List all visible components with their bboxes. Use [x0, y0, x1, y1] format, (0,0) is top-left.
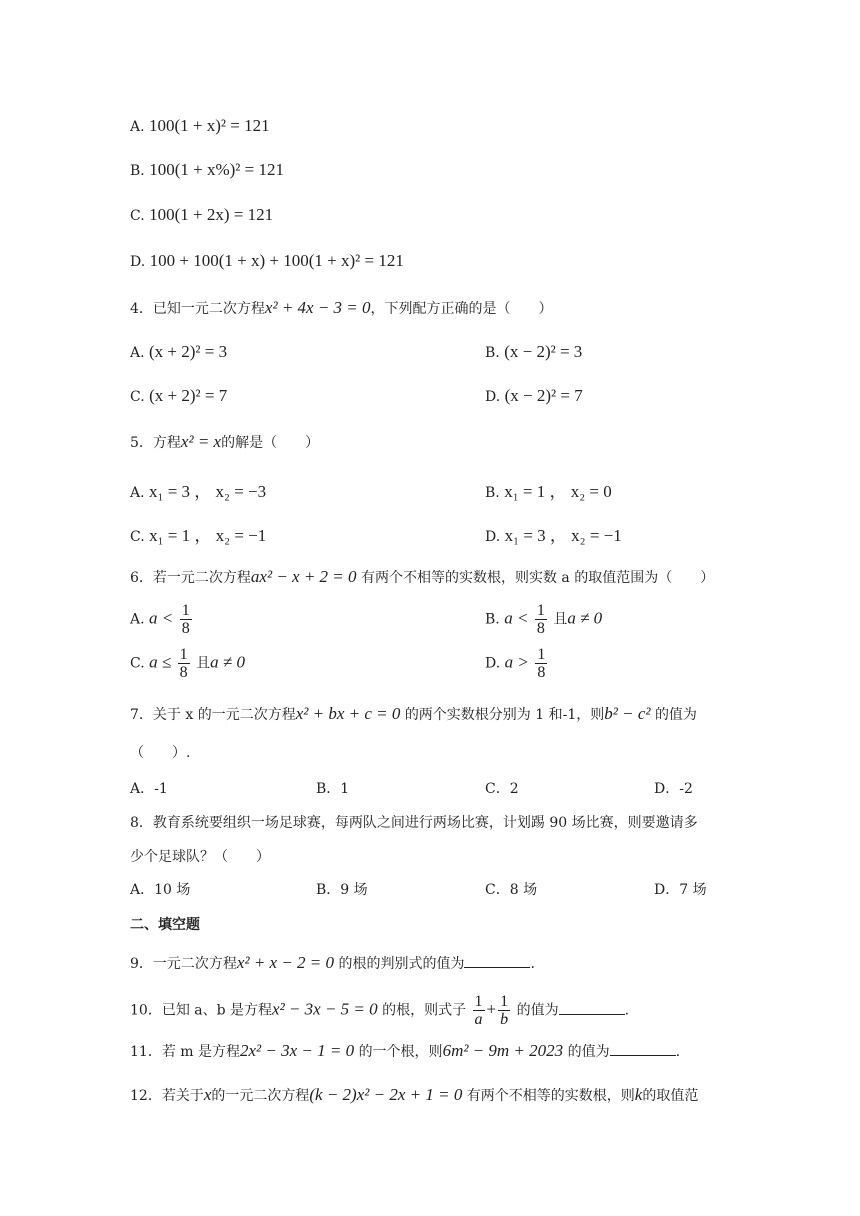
- question-text: 6．若一元二次方程: [130, 570, 251, 586]
- option-math: a ≠ 0: [567, 608, 603, 628]
- question-text: 的取值范: [642, 1088, 699, 1104]
- option-text: B．9 场: [316, 882, 368, 898]
- question-12: [130, 1085, 698, 1105]
- option-math: 100 + 100(1 + x) + 100(1 + x)² = 121: [149, 251, 404, 270]
- question-text: 的一元二次方程: [211, 1088, 310, 1104]
- question-text: 9．一元二次方程: [130, 956, 237, 972]
- q5-option-a: [130, 477, 266, 502]
- option-label: D.: [485, 655, 501, 672]
- denominator: b: [500, 1011, 509, 1028]
- option-label: B.: [485, 485, 500, 501]
- option-math: x₁ = 1 ， x₂ = 0: [504, 482, 612, 501]
- option-math: x₁ = 1 ， x₂ = −1: [149, 526, 267, 545]
- q4-option-a: [130, 342, 227, 362]
- numerator: 1: [500, 993, 509, 1010]
- question-7: [130, 704, 697, 724]
- option-label: A.: [130, 485, 145, 501]
- question-text: 的根的判别式的值为: [338, 956, 465, 972]
- q7-option-d: [654, 778, 693, 798]
- question-text: 10．已知 a、b 是方程: [130, 1002, 273, 1019]
- denominator: a: [474, 1011, 483, 1028]
- question-text: 11．若 m 是方程: [130, 1044, 240, 1060]
- question-text: 的一个根，则: [358, 1044, 443, 1060]
- option-label: D.: [130, 254, 146, 270]
- question-7-line2: [130, 742, 190, 762]
- option-label: A.: [130, 119, 145, 135]
- question-10: [130, 993, 629, 1028]
- option-text: D．7 场: [654, 882, 707, 898]
- fraction: [180, 602, 192, 637]
- q3-option-a: [130, 116, 270, 136]
- numerator: 1: [179, 646, 188, 663]
- question-text: 的值为: [654, 707, 697, 723]
- question-8: [130, 812, 698, 832]
- fraction: [535, 646, 547, 681]
- question-6: [130, 567, 714, 587]
- option-text: 且: [553, 611, 568, 628]
- numerator: 1: [537, 646, 546, 663]
- option-math: x₁ = 3 ， x₂ = −1: [504, 526, 622, 545]
- equation: 2x² − 3x − 1 = 0: [240, 1041, 355, 1060]
- question-5: [130, 432, 319, 452]
- question-text: .: [675, 1044, 681, 1060]
- option-label: A.: [130, 611, 145, 628]
- option-math: 100(1 + x)² = 121: [149, 116, 270, 135]
- fraction: [473, 993, 485, 1028]
- option-label: D.: [485, 389, 501, 405]
- question-text: 5．方程: [130, 435, 181, 451]
- equation: ax² − x + 2 = 0: [250, 567, 357, 586]
- option-label: C.: [130, 389, 145, 405]
- denominator: 8: [537, 664, 546, 681]
- numerator: 1: [474, 993, 483, 1010]
- q7-option-c: [485, 778, 519, 798]
- question-text: 12．若关于: [130, 1088, 204, 1104]
- option-math: a >: [504, 652, 529, 672]
- equation: x² − 3x − 5 = 0: [272, 999, 378, 1019]
- q8-option-c: [485, 879, 537, 899]
- option-label: B.: [485, 345, 500, 361]
- equation: 6m² − 9m + 2023: [442, 1041, 564, 1060]
- question-text: 的根，则式子: [382, 1002, 467, 1019]
- equation: x² + x − 2 = 0: [236, 953, 335, 972]
- option-math: (x − 2)² = 7: [504, 386, 583, 405]
- option-label: C.: [130, 208, 145, 224]
- q3-option-b: [130, 160, 284, 180]
- question-text: 7．关于 x 的一元二次方程: [130, 707, 296, 723]
- q6-option-d: [485, 646, 549, 681]
- q4-option-b: [485, 342, 582, 362]
- option-math: a ≠ 0: [210, 652, 245, 672]
- q6-option-c: [130, 646, 245, 681]
- q5-option-c: [130, 521, 266, 546]
- option-math: a ≤: [149, 652, 172, 672]
- q3-option-c: [130, 205, 273, 225]
- section-heading: [130, 914, 200, 934]
- q4-option-c: [130, 386, 227, 406]
- option-math: (x + 2)² = 3: [149, 342, 228, 361]
- question-text: 的值为: [567, 1044, 610, 1060]
- q7-option-b: [316, 778, 349, 798]
- option-text: A．-1: [130, 781, 168, 797]
- question-text: 的值为: [516, 1002, 559, 1019]
- q6-option-a: [130, 602, 194, 637]
- answer-blank[interactable]: [610, 1041, 676, 1056]
- option-label: A.: [130, 345, 145, 361]
- q5-option-d: [485, 521, 622, 546]
- question-11: [130, 1041, 680, 1061]
- question-9: [130, 953, 535, 973]
- variable: x: [203, 1085, 212, 1104]
- fraction: [535, 602, 547, 637]
- question-text: 4．已知一元二次方程: [130, 301, 265, 317]
- question-4: [130, 298, 553, 318]
- q6-option-b: [485, 602, 602, 637]
- option-text: C．8 场: [485, 882, 538, 898]
- answer-blank[interactable]: [464, 953, 530, 968]
- equation: x² + bx + c = 0: [295, 704, 401, 723]
- option-math: (x + 2)² = 7: [149, 386, 228, 405]
- equation: x² = x: [180, 432, 222, 451]
- numerator: 1: [181, 602, 190, 619]
- q8-option-d: [654, 879, 707, 899]
- option-label: C.: [130, 655, 145, 672]
- question-text: 的解是（ ）: [221, 435, 320, 451]
- option-text: D．-2: [654, 781, 693, 797]
- q7-option-a: [130, 778, 168, 798]
- option-text: B．1: [316, 781, 350, 797]
- equation: x² + 4x − 3 = 0: [264, 298, 371, 317]
- question-text: 8．教育系统要组织一场足球赛，每两队之间进行两场比赛，计划踢 90 场比赛，则要邀请多: [130, 815, 698, 831]
- equation: (k − 2)x² − 2x + 1 = 0: [309, 1085, 463, 1104]
- option-label: C.: [130, 529, 145, 545]
- question-text: 少个足球队？（ ）: [130, 849, 270, 865]
- q3-option-d: [130, 251, 404, 271]
- option-math: a <: [149, 608, 174, 628]
- equation: b² − c²: [604, 704, 651, 723]
- option-text: 且: [196, 655, 211, 672]
- numerator: 1: [536, 602, 545, 619]
- plus-sign: +: [486, 999, 497, 1019]
- question-text: .: [624, 1002, 630, 1019]
- variable: k: [634, 1085, 643, 1104]
- option-math: (x − 2)² = 3: [504, 342, 583, 361]
- q5-option-b: [485, 477, 612, 502]
- question-text: 有两个不相等的实数根，则: [466, 1088, 635, 1104]
- q8-option-b: [316, 879, 368, 899]
- option-label: D.: [485, 529, 501, 545]
- option-label: B.: [130, 163, 145, 179]
- option-math: x₁ = 3 ， x₂ = −3: [149, 482, 267, 501]
- section-title: 二、填空题: [130, 917, 200, 933]
- question-text: （ ）.: [130, 745, 191, 761]
- question-text: ，下列配方正确的是（ ）: [370, 301, 553, 317]
- q4-option-d: [485, 386, 583, 406]
- fraction: [498, 993, 510, 1028]
- q8-option-a: [130, 879, 190, 899]
- question-text: 的两个实数根分别为 1 和-1，则: [404, 707, 605, 723]
- option-math: a <: [504, 608, 529, 628]
- option-text: A．10 场: [130, 882, 191, 898]
- denominator: 8: [181, 620, 190, 637]
- fraction: [178, 646, 190, 681]
- question-text: .: [530, 956, 535, 972]
- denominator: 8: [179, 664, 188, 681]
- option-math: 100(1 + x%)² = 121: [149, 160, 284, 179]
- option-text: C．2: [485, 781, 519, 797]
- option-math: 100(1 + 2x) = 121: [149, 205, 274, 224]
- question-8-line2: [130, 846, 270, 866]
- option-label: B.: [485, 611, 500, 628]
- answer-blank[interactable]: [559, 1000, 625, 1015]
- denominator: 8: [536, 620, 545, 637]
- question-text: 有两个不相等的实数根，则实数 a 的取值范围为（ ）: [360, 570, 715, 586]
